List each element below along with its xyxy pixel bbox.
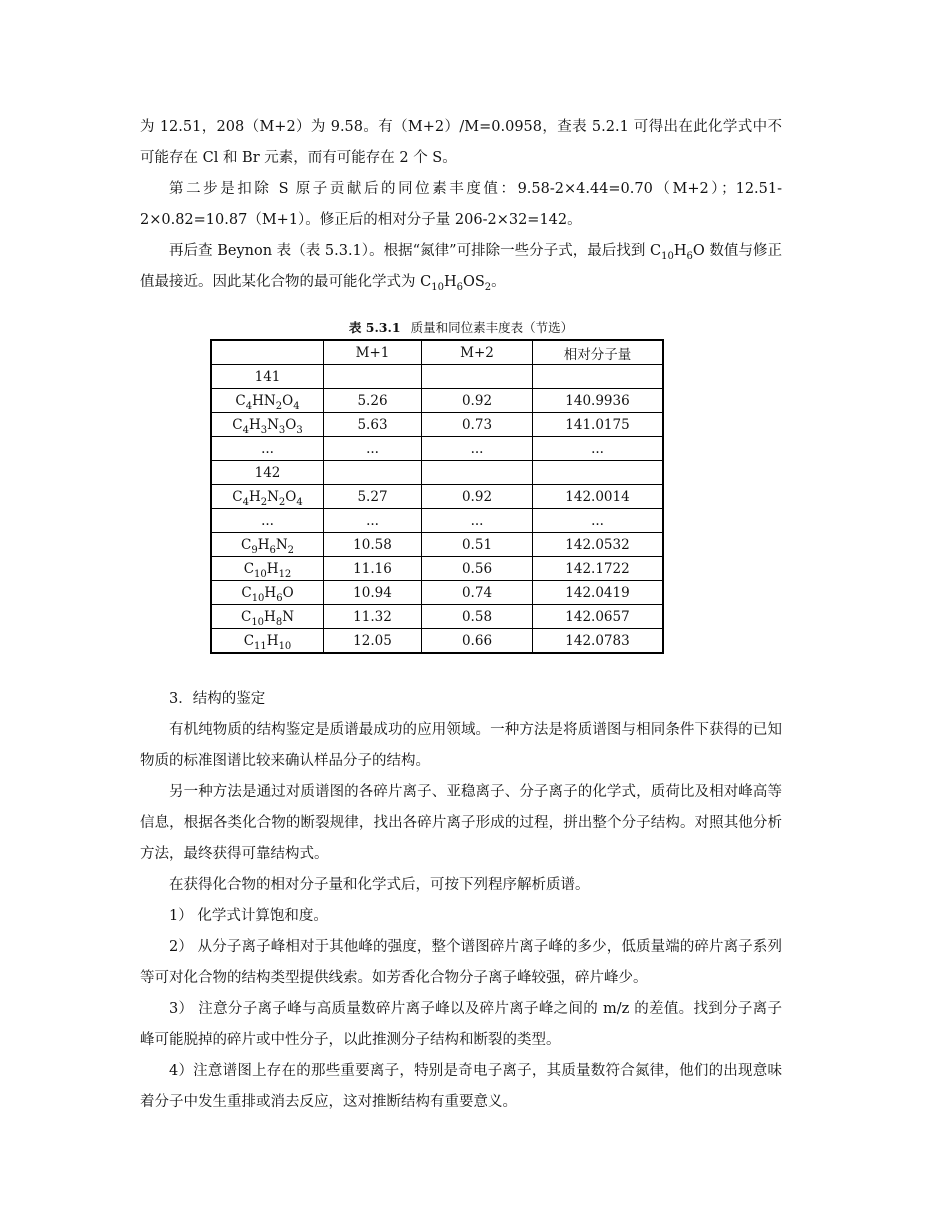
- p3-h: H: [673, 243, 687, 259]
- m-plus-2-cell: 0.56: [422, 557, 533, 581]
- list-item-1: 1） 化学式计算饱和度。: [169, 908, 328, 924]
- m-plus-1-cell: [324, 365, 422, 389]
- formula-element: N: [267, 416, 279, 433]
- formula-subscript: 4: [242, 496, 249, 508]
- formula-element: H: [248, 488, 261, 505]
- intro-paragraph-1: 为 12.51，208（M+2）为 9.58。有（M+2）/M=0.0958，查表 5.2.1 可得出在此化学式中不可能存在 Cl 和 Br 元素，而有可能存在 2 个 S。: [140, 119, 782, 166]
- formula-subscript: 2: [287, 544, 295, 556]
- formula-cell: [211, 605, 324, 629]
- formula-subscript: 10: [251, 592, 265, 604]
- p3-h-b: H: [443, 274, 457, 290]
- formula-subscript: 8: [275, 616, 283, 628]
- formula-element: N: [282, 608, 295, 625]
- formula-element: N: [275, 536, 288, 553]
- formula-element: C: [241, 584, 252, 601]
- m-plus-2-cell: 0.51: [422, 533, 533, 557]
- formula-element: H: [264, 584, 277, 601]
- m-plus-2-cell: 0.73: [422, 413, 533, 437]
- m-plus-1-cell: 11.32: [324, 605, 422, 629]
- table-header-cell: M+1: [324, 340, 422, 365]
- m-plus-1-cell: ...: [324, 509, 422, 533]
- m-plus-1-cell: 10.94: [324, 581, 422, 605]
- formula-subscript: 3: [278, 424, 286, 436]
- formula-subscript: 2: [275, 400, 283, 412]
- molecular-weight-cell: ...: [533, 509, 664, 533]
- formula-subscript: 4: [296, 496, 303, 508]
- m-plus-2-cell: [422, 461, 533, 485]
- p3-text-b: O 数值与修正值最接近。因此某化合物的最可能化学式为 C: [140, 243, 782, 290]
- formula-cell: [211, 509, 324, 533]
- formula-subscript: 10: [254, 568, 267, 580]
- list-item-4: 4）注意谱图上存在的那些重要离子，特别是奇电子离子，其质量数符合氮律，他们的出现意味着分子中发生重排或消去反应，这对推断结构有重要意义。: [140, 1063, 782, 1110]
- formula-element: O: [282, 392, 294, 409]
- molecular-weight-cell: 142.1722: [533, 557, 664, 581]
- table-row: [211, 365, 663, 389]
- section-paragraph: 另一种方法是通过对质谱图的各碎片离子、亚稳离子、分子离子的化学式，质荷比及相对峰高等信息，根据各类化合物的断裂规律，找出各碎片离子形成的过程，拼出整个分子结构。对照其他分析方法，最终获得可靠结构式。: [140, 784, 782, 862]
- table-row: [211, 533, 663, 557]
- p3-sub-10b: 10: [431, 282, 444, 293]
- m-plus-1-cell: 12.05: [324, 629, 422, 654]
- molecular-weight-cell: [533, 365, 664, 389]
- formula-subscript: 10: [251, 616, 265, 628]
- isotope-abundance-table: [210, 339, 664, 654]
- intro-paragraph-2: 第二步是扣除 S 原子贡献后的同位素丰度值：9.58-2×4.44=0.70（M+2）；12.51-2×0.82=10.87（M+1）。修正后的相对分子量 206-2×32=142。: [140, 181, 782, 228]
- formula-element: C: [240, 608, 252, 625]
- formula-element: ...: [261, 440, 274, 457]
- formula-element: O: [285, 488, 297, 505]
- p3-sub-2: 2: [484, 282, 492, 293]
- formula-subscript: 2: [278, 496, 286, 508]
- m-plus-2-cell: 0.92: [422, 389, 533, 413]
- molecular-weight-cell: ...: [533, 437, 664, 461]
- formula-subscript: 3: [260, 424, 268, 436]
- formula-element: HN: [252, 392, 276, 409]
- formula-element: 141: [254, 368, 281, 385]
- table-row: [211, 629, 663, 654]
- m-plus-2-cell: 0.92: [422, 485, 533, 509]
- m-plus-2-cell: [422, 365, 533, 389]
- formula-cell: [211, 365, 324, 389]
- formula-subscript: 4: [242, 424, 249, 436]
- p3-text-a: 再后查 Beynon 表（表 5.3.1）。根据“氮律”可排除一些分子式，最后找到 C: [169, 243, 662, 259]
- molecular-weight-cell: 142.0532: [533, 533, 664, 557]
- formula-cell: [211, 557, 324, 581]
- table-row: [211, 581, 663, 605]
- section-structure-identification: [140, 684, 782, 1118]
- table-row: [211, 389, 663, 413]
- table-header-cell: [211, 340, 324, 365]
- table-row: [211, 557, 663, 581]
- molecular-weight-cell: [533, 461, 664, 485]
- p3-text-c: OS: [462, 274, 485, 290]
- p3-sub-6: 6: [686, 251, 693, 262]
- formula-subscript: 4: [293, 400, 300, 412]
- formula-cell: [211, 485, 324, 509]
- m-plus-2-cell: 0.74: [422, 581, 533, 605]
- m-plus-1-cell: 10.58: [324, 533, 422, 557]
- table-row: [211, 461, 663, 485]
- formula-element: C: [243, 560, 255, 577]
- m-plus-2-cell: ...: [422, 437, 533, 461]
- formula-cell: [211, 533, 324, 557]
- list-item-3: 3） 注意分子离子峰与高质量数碎片离子峰以及碎片离子峰之间的 m/z 的差值。找到分子离子峰可能脱掉的碎片或中性分子，以此推测分子结构和断裂的类型。: [140, 1001, 782, 1048]
- formula-subscript: 4: [245, 400, 253, 412]
- formula-cell: [211, 581, 324, 605]
- m-plus-1-cell: [324, 461, 422, 485]
- p3-end: 。: [491, 274, 506, 290]
- formula-element: N: [267, 488, 279, 505]
- formula-element: O: [282, 584, 294, 601]
- formula-subscript: 10: [278, 640, 292, 652]
- molecular-weight-cell: 142.0657: [533, 605, 664, 629]
- section-title: 3．结构的鉴定: [169, 691, 266, 707]
- molecular-weight-cell: 142.0014: [533, 485, 664, 509]
- molecular-weight-cell: 142.0783: [533, 629, 664, 654]
- m-plus-2-cell: 0.58: [422, 605, 533, 629]
- table-caption: [140, 320, 782, 336]
- m-plus-1-cell: 11.16: [324, 557, 422, 581]
- formula-subscript: 6: [276, 592, 283, 604]
- formula-element: C: [232, 488, 243, 505]
- formula-element: H: [266, 632, 279, 649]
- table-row: [211, 485, 663, 509]
- section-paragraph: 在获得化合物的相对分子量和化学式后，可按下列程序解析质谱。: [169, 877, 590, 893]
- formula-subscript: 3: [296, 424, 303, 436]
- table-header-row: [211, 340, 663, 365]
- formula-cell: [211, 437, 324, 461]
- molecular-weight-cell: 140.9936: [533, 389, 664, 413]
- m-plus-2-cell: 0.66: [422, 629, 533, 654]
- formula-subscript: 12: [278, 568, 292, 580]
- formula-element: H: [257, 536, 270, 553]
- table-caption-number: 表 5.3.1: [348, 320, 401, 335]
- m-plus-1-cell: ...: [324, 437, 422, 461]
- formula-element: H: [266, 560, 279, 577]
- p3-sub-6b: 6: [456, 282, 463, 293]
- m-plus-1-cell: 5.26: [324, 389, 422, 413]
- table-row: [211, 437, 663, 461]
- formula-element: O: [285, 416, 297, 433]
- formula-element: C: [232, 416, 243, 433]
- formula-element: 142: [254, 464, 281, 481]
- formula-cell: [211, 461, 324, 485]
- section-paragraph: 有机纯物质的结构鉴定是质谱最成功的应用领域。一种方法是将质谱图与相同条件下获得的已知物质的标准图谱比较来确认样品分子的结构。: [140, 722, 782, 769]
- formula-element: H: [248, 416, 261, 433]
- formula-element: C: [235, 392, 246, 409]
- table-caption-title: 质量和同位素丰度表（节选）: [410, 320, 574, 335]
- table-row: [211, 413, 663, 437]
- table-row: [211, 605, 663, 629]
- m-plus-2-cell: ...: [422, 509, 533, 533]
- table-header-cell: M+2: [422, 340, 533, 365]
- table-header-cell: 相对分子量: [533, 340, 664, 365]
- intro-paragraph-3: [140, 236, 782, 298]
- table-row: [211, 509, 663, 533]
- formula-element: C: [240, 536, 252, 553]
- p3-sub-10: 10: [661, 251, 674, 262]
- m-plus-1-cell: 5.27: [324, 485, 422, 509]
- molecular-weight-cell: 142.0419: [533, 581, 664, 605]
- formula-cell: [211, 629, 324, 654]
- formula-subscript: 11: [254, 640, 267, 652]
- formula-element: H: [264, 608, 276, 625]
- formula-subscript: 9: [251, 544, 258, 556]
- formula-element: C: [243, 632, 255, 649]
- formula-cell: [211, 413, 324, 437]
- m-plus-1-cell: 5.63: [324, 413, 422, 437]
- formula-subscript: 6: [269, 544, 276, 556]
- molecular-weight-cell: 141.0175: [533, 413, 664, 437]
- formula-cell: [211, 389, 324, 413]
- formula-element: ...: [261, 512, 274, 529]
- list-item-2: 2） 从分子离子峰相对于其他峰的强度，整个谱图碎片离子峰的多少，低质量端的碎片离子系列等可对化合物的结构类型提供线索。如芳香化合物分子离子峰较强，碎片峰少。: [140, 939, 782, 986]
- formula-subscript: 2: [260, 496, 268, 508]
- document-page: [140, 112, 782, 1118]
